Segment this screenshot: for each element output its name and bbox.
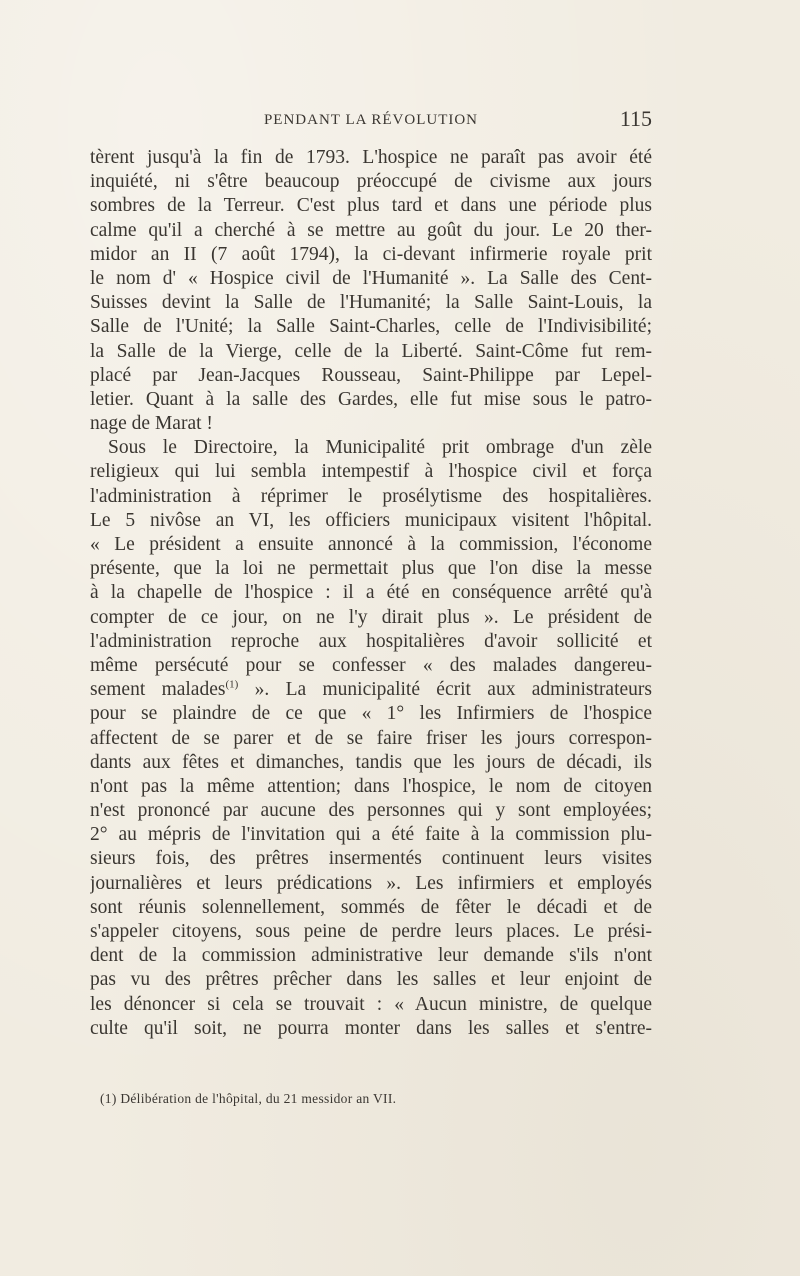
text-line: calme qu'il a cherché à se mettre au goût du jour. Le 20 ther- [90, 219, 652, 241]
text-line: sieurs fois, des prêtres insermentés continuent leurs visites [90, 848, 652, 870]
text-line: letier. Quant à la salle des Gardes, elle fut mise sous le patro- [90, 388, 652, 410]
text-line: dent de la commission administrative leur demande s'ils n'ont [90, 945, 652, 967]
text-line: affectent de se parer et de se faire friser les jours correspon- [90, 727, 652, 749]
footnote [100, 1091, 660, 1107]
footnote-text: Délibération de l'hôpital, du 21 messidor an VII. [120, 1091, 397, 1106]
text-line: sont réunis solennellement, sommés de fêter le décadi et de [90, 896, 652, 918]
text-line: présente, que la loi ne permettait plus que l'on dise la messe [90, 558, 652, 580]
text-line: 2° au mépris de l'invitation qui a été faite à la commission plu- [90, 824, 652, 846]
text-line: l'administration à réprimer le prosélytisme des hospitalières. [90, 485, 652, 507]
text-line: religieux qui lui sembla intempestif à l'hospice civil et força [90, 461, 652, 483]
text-line: Le 5 nivôse an VI, les officiers municipaux visitent l'hôpital. [90, 509, 652, 531]
body-text [90, 146, 652, 1041]
text-line: placé par Jean-Jacques Rousseau, Saint-Philippe par Lepel- [90, 364, 652, 386]
text-line: n'est prononcé par aucune des personnes qui y sont employées; [90, 800, 652, 822]
text-line: dants aux fêtes et dimanches, tandis que les jours de décadi, ils [90, 751, 652, 773]
text-line: le nom d' « Hospice civil de l'Humanité ». La Salle des Cent- [90, 267, 652, 289]
page-number: 115 [619, 106, 652, 131]
text-line: l'administration reproche aux hospitalières d'avoir sollicité et [90, 630, 652, 652]
text-line: Salle de l'Unité; la Salle Saint-Charles, celle de l'Indivisibilité; [90, 316, 652, 338]
text-line: pas vu des prêtres prêcher dans les salles et leur enjoint de [90, 969, 652, 991]
text-line: Sous le Directoire, la Municipalité prit ombrage d'un zèle [108, 437, 652, 459]
text-segment: ». La municipalité écrit aux administrateurs [238, 679, 652, 701]
text-line: midor an II (7 août 1794), la ci-devant infirmerie royale prit [90, 243, 652, 265]
running-title: PENDANT LA RÉVOLUTION [263, 112, 479, 128]
text-line: inquiété, ni s'être beaucoup préoccupé de civisme aux jours [90, 171, 652, 193]
text-line: culte qu'il soit, ne pourra monter dans les salles et s'entre- [90, 1017, 652, 1039]
text-line: Suisses devint la Salle de l'Humanité; la Salle Saint-Louis, la [90, 292, 652, 314]
text-line: pour se plaindre de ce que « 1° les Infirmiers de l'hospice [90, 703, 652, 725]
text-line-with-footnote-ref [90, 678, 652, 702]
text-line: tèrent jusqu'à la fin de 1793. L'hospice ne paraît pas avoir été [90, 147, 652, 168]
running-head [90, 104, 652, 134]
text-line: à la chapelle de l'hospice : il a été en conséquence arrêté qu'à [90, 582, 652, 604]
text-line: nage de Marat ! [90, 413, 213, 435]
text-line: n'ont pas la même attention; dans l'hospice, le nom de citoyen [90, 775, 652, 797]
text-line: même persécuté pour se confesser « des malades dangereu- [90, 654, 652, 676]
text-line: les dénoncer si cela se trouvait : « Aucun ministre, de quelque [90, 993, 652, 1015]
text-segment: sement malades [90, 679, 226, 701]
footnote-marker: (1) [100, 1091, 117, 1106]
text-line: « Le président a ensuite annoncé à la commission, l'économe [90, 534, 652, 555]
text-line: compter de ce jour, on ne l'y dirait plus ». Le président de [90, 606, 652, 628]
text-line: la Salle de la Vierge, celle de la Liberté. Saint-Côme fut rem- [90, 340, 652, 362]
text-line: s'appeler citoyens, sous peine de perdre leurs places. Le prési- [90, 921, 652, 942]
text-line: journalières et leurs prédications ». Les infirmiers et employés [90, 872, 652, 894]
text-line: sombres de la Terreur. C'est plus tard et dans une période plus [90, 195, 652, 217]
footnote-reference: (1) [225, 678, 239, 691]
